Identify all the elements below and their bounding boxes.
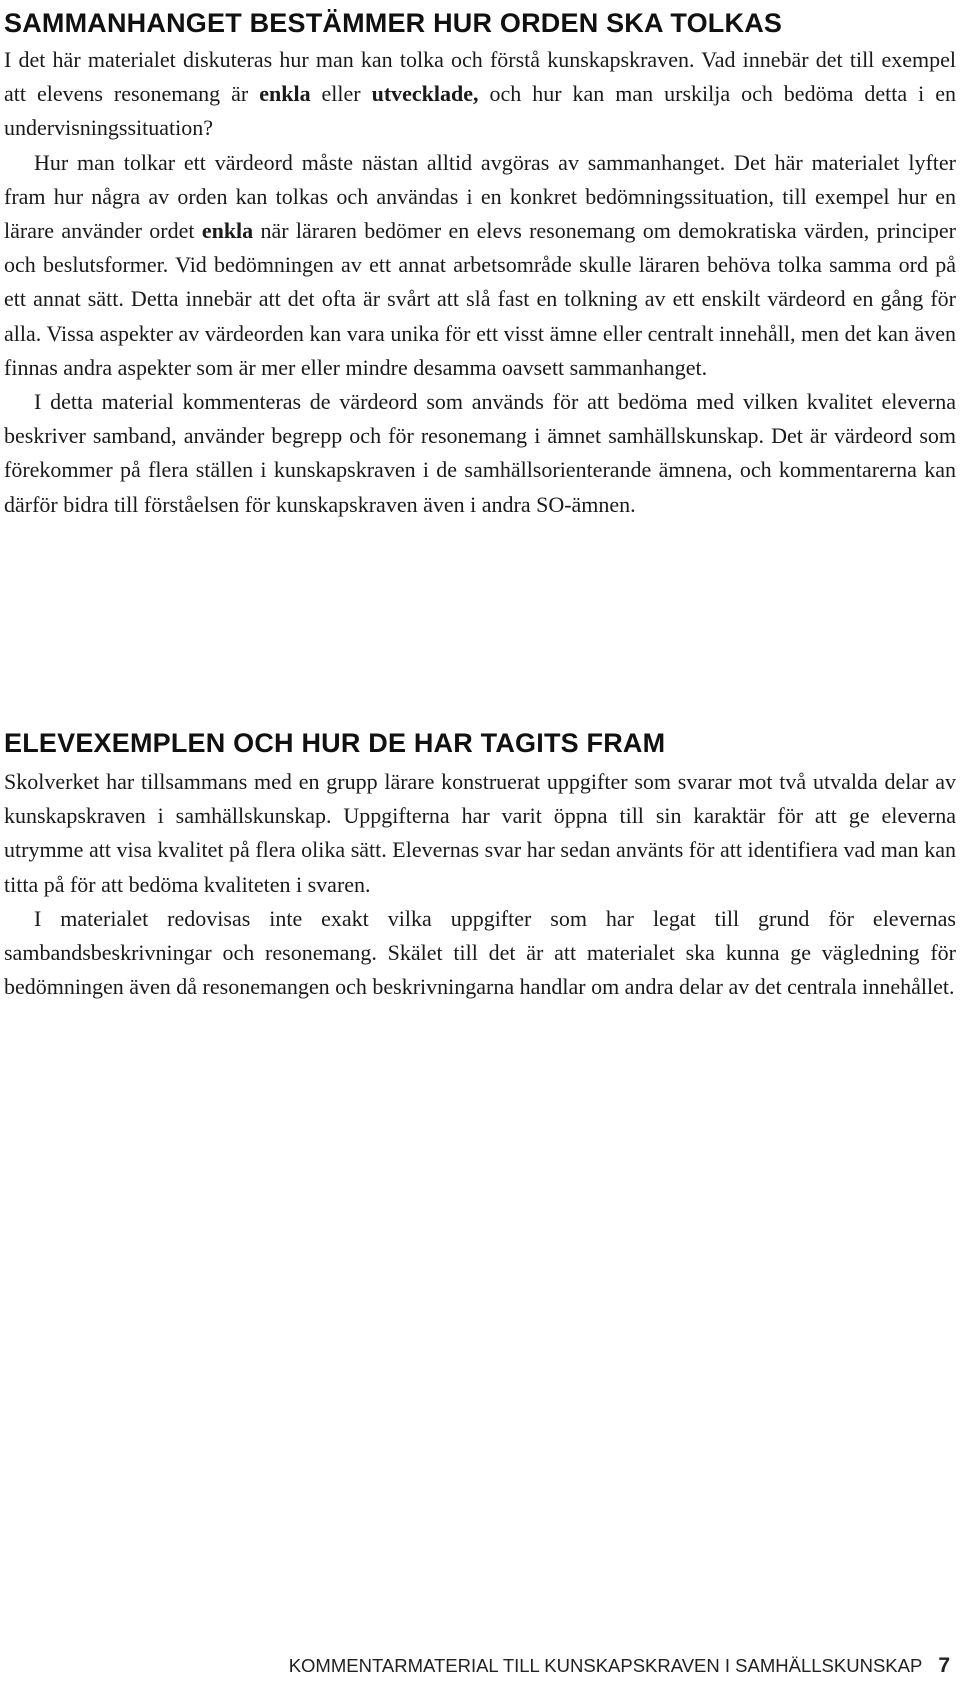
page-footer: [289, 1654, 950, 1678]
emphasis: enkla: [201, 218, 254, 244]
paragraph: I materialet redovisas inte exakt vilka uppgifter som har legat till grund för elevernas sambandsbeskrivningar och resonemang. Skälet till det är att materialet ska kunna ge vägledning för bedömningen även då resonemangen och beskrivningarna handlar om andra delar av det centrala innehållet.: [4, 905, 956, 1000]
paragraph: Hur man tolkar ett värdeord måste nästan alltid avgöras av sammanhanget. Det här materialet lyfter fram hur några av orden kan tolkas och användas i en konkret bedömningssituation, till exempel hur en lärare använder ordet enkla när läraren bedömer en elevs resonemang om demokratiska värden, principer och beslutsformer. Vid bedömningen av ett annat arbetsområde skulle läraren behöva tolka samma ord på ett annat sätt. Detta innebär att det ofta är svårt att slå fast en tolkning av ett enskilt värdeord en gång för alla. Vissa aspekter av värdeorden kan vara unika för ett visst ämne eller centralt innehåll, men det kan även finnas andra aspekter som är mer eller mindre desamma oavsett sammanhanget.: [4, 149, 956, 380]
section-body: [4, 765, 956, 1004]
emphasis: enkla: [259, 81, 311, 107]
section-heading: SAMMANHANGET BESTÄMMER HUR ORDEN SKA TOLKAS: [4, 8, 783, 38]
section-body: [4, 43, 956, 522]
emphasis: utvecklade,: [371, 81, 479, 107]
footer-title: KOMMENTARMATERIAL TILL KUNSKAPSKRAVEN I SAMHÄLLSKUNSKAP: [288, 1655, 923, 1676]
section-heading: ELEVEXEMPLEN OCH HUR DE HAR TAGITS FRAM: [4, 728, 666, 758]
paragraph: I det här materialet diskuteras hur man kan tolka och förstå kunskapskraven. Vad innebär det till exempel att elevens resonemang är enkla eller utvecklade, och hur kan man urskilja och bedöma detta i en undervisningssituation?: [4, 47, 956, 141]
page-number: 7: [938, 1654, 950, 1677]
paragraph: Skolverket har tillsammans med en grupp lärare konstruerat uppgifter som svarar mot två utvalda delar av kunskapskraven i samhällskunskap. Uppgifterna har varit öppna till sin karaktär för att ge eleverna utrymme att visa kvalitet på flera olika sätt. Elevernas svar har sedan använts för att identifiera vad man kan titta på för att bedöma kvaliteten i svaren.: [4, 769, 956, 897]
paragraph: I detta material kommenteras de värdeord som används för att bedöma med vilken kvalitet eleverna beskriver samband, använder begrepp och för resonemang i ämnet samhällskunskap. Det är värdeord som förekommer på flera ställen i kunskapskraven i de samhällsorienterande ämnena, och kommentarerna kan därför bidra till förståelsen för kunskapskraven även i andra SO-ämnen.: [4, 389, 956, 517]
